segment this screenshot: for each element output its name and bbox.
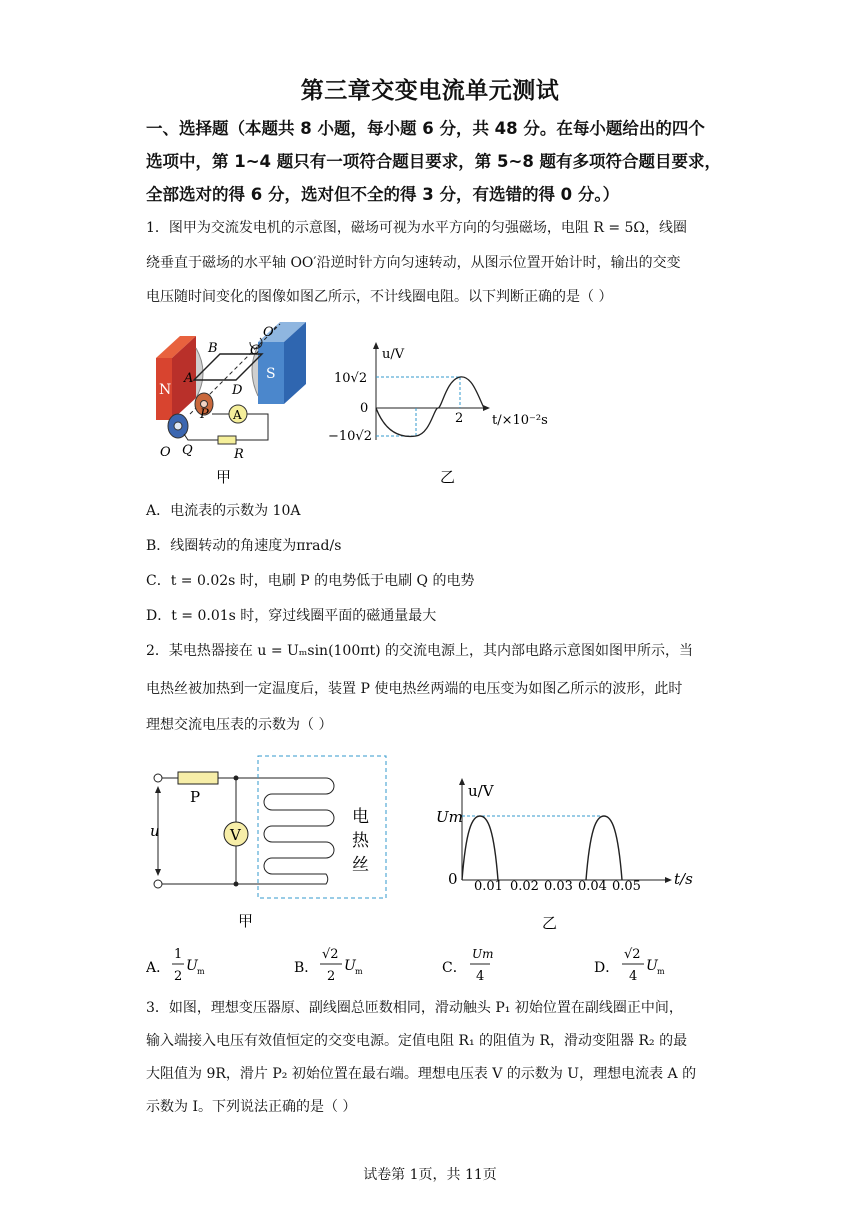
q1-fig-left-caption: 甲 <box>216 468 232 486</box>
q2-voltage-chart <box>432 770 702 935</box>
heater-box <box>258 756 386 898</box>
q1-line3: 电压随时间变化的图像如图乙所示，不计线圈电阻。以下判断正确的是（ ） <box>146 289 613 305</box>
voltmeter-label: V <box>230 826 241 844</box>
q2-line2: 电热丝被加热到一定温度后，装置 P 使电热丝两端的电压变为如图乙所示的波形，此时 <box>146 681 683 697</box>
label-u: u <box>150 822 160 840</box>
x-axis-label: t/s <box>674 870 693 888</box>
ammeter-label: A <box>233 408 242 422</box>
q2-fig-right-caption: 乙 <box>542 914 558 932</box>
q1-option-c: C．t = 0.02s 时，电刷 P 的电势低于电刷 Q 的电势 <box>146 573 475 589</box>
label-o: O <box>160 445 171 460</box>
q1-generator-figure <box>150 318 320 490</box>
section-instruction-line2: 选项中，第 1~4 题只有一项符合题目要求，第 5~8 题有多项符合题目要求， <box>146 152 722 171</box>
q2-option-b-u: U <box>344 958 356 974</box>
q2-option-d-prefix: D． <box>594 960 620 976</box>
q2-option-a-u: U <box>186 958 198 974</box>
y-axis-label: u/V <box>382 347 405 362</box>
y-tick-zero: 0 <box>448 870 458 888</box>
x-tick-0-01: 0.01 <box>474 879 503 894</box>
q2-option-d-den: 4 <box>629 969 638 984</box>
label-a: A <box>184 371 194 386</box>
resistor-r-icon <box>218 436 236 444</box>
q1-option-b: B．线圈转动的角速度为πrad/s <box>146 538 342 554</box>
label-c: C <box>250 343 260 358</box>
q2-circuit-figure <box>146 750 396 935</box>
x-tick-2: 2 <box>455 411 464 426</box>
y-axis-arrow-icon <box>373 342 379 349</box>
slip-ring-q-hub <box>174 422 182 430</box>
section-instruction-line1: 一、选择题（本题共 8 小题，每小题 6 分，共 48 分。在每小题给出的四个 <box>146 119 705 138</box>
q2-option-c-num: Um <box>472 947 494 961</box>
q3-line3: 大阻值为 9R，滑片 P₂ 初始位置在最右端。理想电压表 V 的示数为 U，理想电流表 A 的 <box>146 1066 697 1082</box>
x-axis-arrow-icon <box>483 405 490 411</box>
x-tick-0-05: 0.05 <box>612 879 641 894</box>
q2-fig-left-caption: 甲 <box>238 912 254 930</box>
q2-option-a-den: 2 <box>174 969 183 984</box>
heating-wire-coil <box>264 778 334 884</box>
heater-label-3: 丝 <box>352 855 369 875</box>
q3-line1: 3．如图，理想变压器原、副线圈总匝数相同，滑动触头 P₁ 初始位置在副线圈正中间， <box>146 1000 683 1016</box>
magnet-n-label: N <box>159 382 172 398</box>
half-wave-2 <box>586 816 622 880</box>
label-p: P <box>190 788 201 806</box>
label-o-prime: O′ <box>263 325 277 340</box>
y-tick-top: 10√2 <box>334 371 368 386</box>
heater-label-2: 热 <box>352 831 369 851</box>
label-r: R <box>234 447 244 462</box>
q3-line4: 示数为 I。下列说法正确的是（ ） <box>146 1099 357 1115</box>
q2-option-c-den: 4 <box>476 969 485 984</box>
arrow-up-icon <box>155 786 161 793</box>
device-p-icon <box>178 772 218 784</box>
terminal-top <box>154 774 162 782</box>
junction-bottom <box>234 882 239 887</box>
label-q: Q <box>182 443 193 458</box>
q2-line1: 2．某电热器接在 u = Uₘsin(100πt) 的交流电源上，其内部电路示意图如图甲所示，当 <box>146 643 693 659</box>
label-b: B <box>208 341 218 356</box>
q1-line2: 绕垂直于磁场的水平轴 OO′沿逆时针方向匀速转动，从图示位置开始计时，输出的交变 <box>146 255 681 271</box>
y-axis-arrow-icon <box>459 778 465 785</box>
x-tick-0-03: 0.03 <box>544 879 573 894</box>
terminal-bottom <box>154 880 162 888</box>
x-axis-label: t/×10⁻²s <box>492 413 548 428</box>
q2-option-a-num: 1 <box>174 947 183 962</box>
page-footer: 试卷第 1页，共 11页 <box>363 1167 497 1183</box>
heater-label-1: 电 <box>352 807 369 827</box>
label-p: P <box>200 407 209 422</box>
section-instruction-line3: 全部选对的得 6 分，选对但不全的得 3 分，有选错的得 0 分。） <box>146 185 620 204</box>
q2-option-d-sub: m <box>657 967 665 976</box>
junction-top <box>234 776 239 781</box>
arrow-down-icon <box>155 869 161 876</box>
q2-option-a-sub: m <box>197 967 205 976</box>
half-wave-1 <box>462 816 498 880</box>
y-axis-label: u/V <box>468 782 494 800</box>
q2-option-b-den: 2 <box>327 969 336 984</box>
label-d: D <box>232 383 243 398</box>
q2-option-b-prefix: B． <box>294 960 319 976</box>
q2-option-b-num: √2 <box>322 947 339 962</box>
q2-line3: 理想交流电压表的示数为（ ） <box>146 717 333 733</box>
q2-option-d-u: U <box>646 958 658 974</box>
x-tick-0-04: 0.04 <box>578 879 607 894</box>
q3-line2: 输入端接入电压有效值恒定的交变电源。定值电阻 R₁ 的阻值为 R，滑动变阻器 R₂ 的最 <box>146 1033 688 1049</box>
page-title: 第三章交变电流单元测试 <box>300 78 560 104</box>
q1-voltage-chart <box>326 340 566 488</box>
y-tick-bottom: −10√2 <box>328 429 372 444</box>
x-axis-arrow-icon <box>665 877 672 883</box>
q1-option-d: D．t = 0.01s 时，穿过线圈平面的磁通量最大 <box>146 608 437 624</box>
q2-options <box>146 942 706 988</box>
y-tick-zero: 0 <box>360 401 369 416</box>
q1-fig-right-caption: 乙 <box>440 468 456 486</box>
q2-option-c-prefix: C． <box>442 960 467 976</box>
q2-option-d-num: √2 <box>624 947 641 962</box>
q2-option-b-sub: m <box>355 967 363 976</box>
wire-resistor-q <box>184 434 218 440</box>
q2-option-a-prefix: A． <box>146 960 171 976</box>
x-tick-0-02: 0.02 <box>510 879 539 894</box>
q1-option-a: A．电流表的示数为 10A <box>146 503 301 519</box>
voltage-curve <box>376 377 484 437</box>
q1-line1: 1．图甲为交流发电机的示意图，磁场可视为水平方向的匀强磁场，电阻 R = 5Ω，线圈 <box>146 220 688 236</box>
y-tick-peak: Um <box>436 808 463 826</box>
magnet-s-label: S <box>266 366 276 382</box>
